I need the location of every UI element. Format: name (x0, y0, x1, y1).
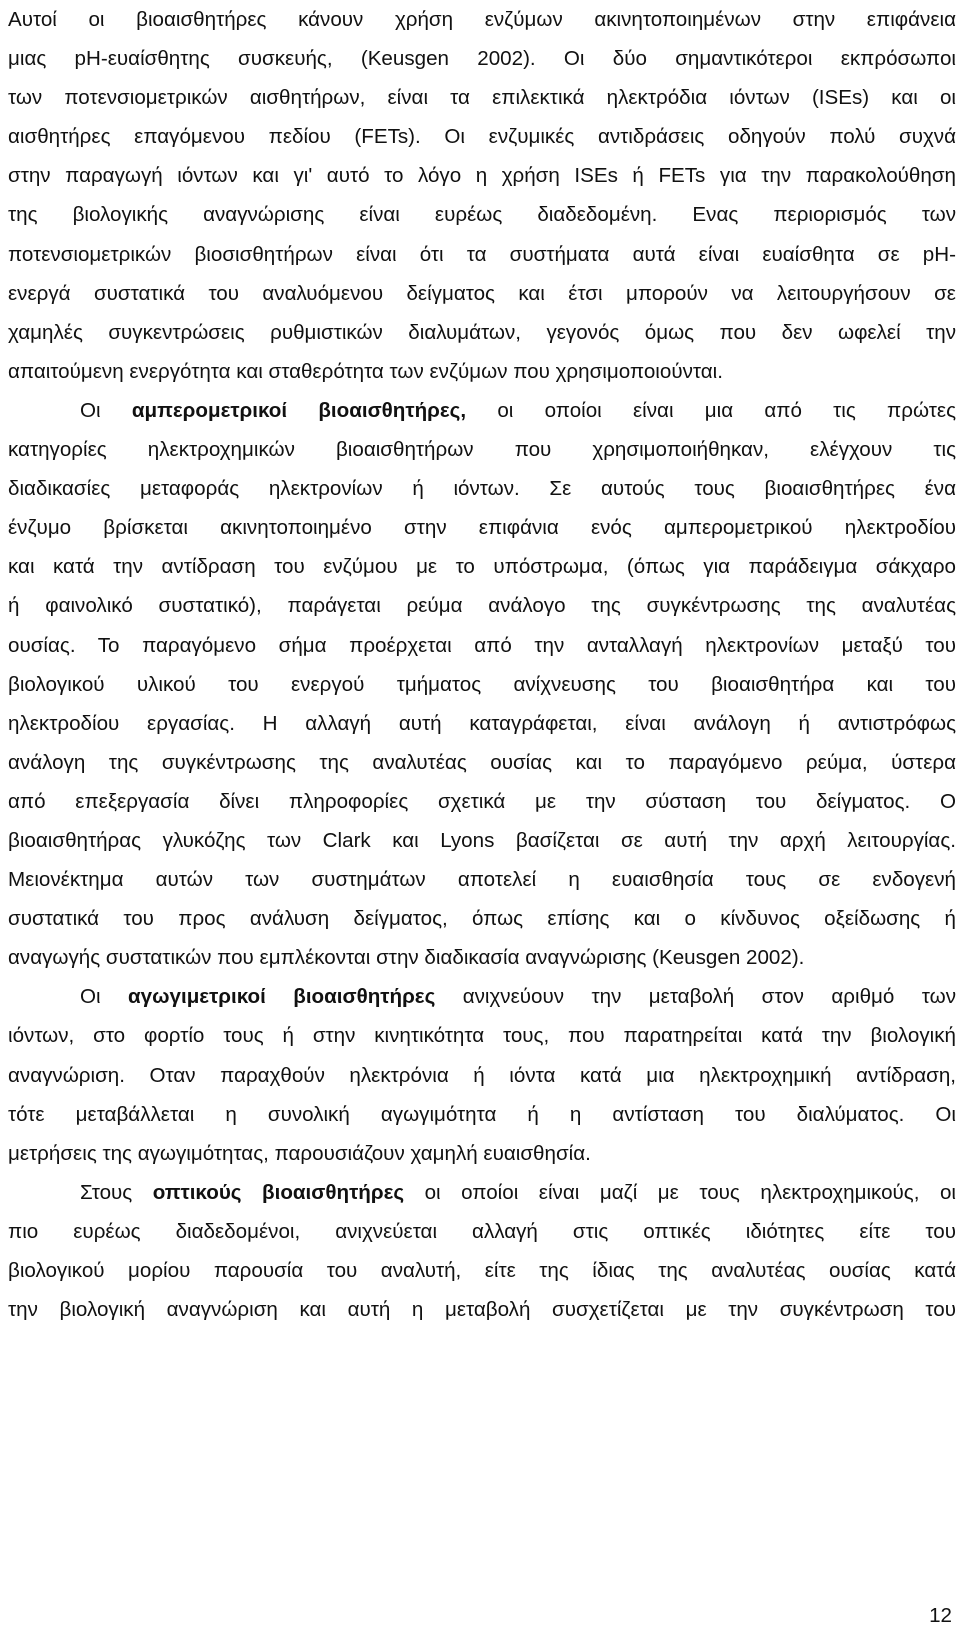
text-run: Αυτοί οι βιοαισθητήρες κάνουν χρήση ενζύμων ακινητοποιημένων στην επιφάνεια (8, 8, 956, 31)
bold-term: αμπερομετρικοί βιοαισθητήρες, (131, 398, 467, 422)
text-run: αναγνώριση. Οταν παραχθούν ηλεκτρόνια ή ιόντα κατά μια ηλεκτροχημική αντίδραση, (8, 1063, 956, 1087)
text-line (8, 1251, 956, 1290)
text-run: της βιολογικής αναγνώρισης είναι ευρέως διαδεδομένη. Ενας περιορισμός των (8, 203, 956, 227)
text-run: ή φαινολικό συστατικό), παράγεται ρεύμα ανάλογο της συγκέντρωσης της αναλυτέας (8, 594, 956, 618)
text-run: απαιτούμενη ενεργότητα και σταθερότητα των ενζύμων που χρησιμοποιούνται. (8, 359, 723, 383)
text-run: από επεξεργασία δίνει πληροφορίες σχετικά με την σύσταση του δείγματος. Ο (8, 789, 956, 813)
text-line (8, 782, 956, 821)
text-line (8, 1173, 956, 1212)
text-run: βιολογικού μορίου παρουσία του αναλυτή, είτε της ίδιας της αναλυτέας ουσίας κατά (8, 1259, 956, 1282)
text-run: αισθητήρες επαγόμενου πεδίου (FETs). Οι ενζυμικές αντιδράσεις οδηγούν πολύ συχνά (8, 125, 956, 149)
text-run: ουσίας. Το παραγόμενο σήμα προέρχεται από την ανταλλαγή ηλεκτρονίων μεταξύ του (8, 633, 956, 657)
text-run: την βιολογική αναγνώριση και αυτή η μεταβολή συσχετίζεται με την συγκέντρωση του (8, 1298, 956, 1322)
text-run: χαμηλές συγκεντρώσεις ρυθμιστικών διαλυμάτων, γεγονός όμως που δεν ωφελεί την (8, 320, 956, 344)
bold-term: οπτικούς βιοαισθητήρες (152, 1180, 405, 1204)
text-line (8, 195, 956, 234)
text-run: Μειονέκτημα αυτών των συστημάτων αποτελεί η ευαισθησία τους σε ενδογενή (8, 868, 956, 892)
text-run: ιόντων, στο φορτίο τους ή στην κινητικότητα τους, που παρατηρείται κατά την βιολογική (8, 1024, 956, 1048)
text-line (8, 938, 956, 977)
text-run: μετρήσεις της αγωγιμότητας, παρουσιάζουν χαμηλή ευαισθησία. (8, 1141, 591, 1165)
text-line (8, 156, 956, 195)
text-run: τότε μεταβάλλεται η συνολική αγωγιμότητα ή η αντίσταση του διαλύματος. Οι (8, 1102, 956, 1126)
text-run: ενεργά συστατικά του αναλυόμενου δείγματος και έτσι μπορούν να λειτουργήσουν σε (8, 281, 956, 305)
text-line (8, 1016, 956, 1055)
text-run: διαδικασίες μεταφοράς ηλεκτρονίων ή ιόντων. Σε αυτούς τους βιοαισθητήρες ένα (8, 477, 956, 501)
text-run: συστατικά του προς ανάλυση δείγματος, όπως επίσης και ο κίνδυνος οξείδωσης ή (8, 907, 956, 931)
text-run: βιολογικού υλικού του ενεργού τμήματος ανίχνευσης του βιοαισθητήρα και του (8, 672, 956, 696)
text-run: ένζυμο βρίσκεται ακινητοποιημένο στην επιφάνια ενός αμπερομετρικού ηλεκτροδίου (8, 516, 956, 540)
text-line (8, 665, 956, 704)
text-run: και κατά την αντίδραση του ενζύμου με το υπόστρωμα, (όπως για παράδειγμα σάκχαρο (8, 555, 956, 579)
text-run: αναγωγής συστατικών που εμπλέκονται στην διαδικασία αναγνώρισης (Keusgen 2002). (8, 946, 805, 970)
text-line (8, 1212, 956, 1251)
text-line (8, 626, 956, 665)
text-line (8, 821, 956, 860)
text-run: Οι (80, 985, 129, 1009)
text-line (8, 899, 956, 938)
text-run: ηλεκτροδίου εργασίας. Η αλλαγή αυτή καταγράφεται, είναι ανάλογη ή αντιστρόφως (8, 711, 956, 735)
text-line (8, 274, 956, 313)
text-line (8, 743, 956, 782)
text-run: των ποτενσιομετρικών αισθητήρων, είναι τα επιλεκτικά ηλεκτρόδια ιόντων (ISEs) και οι (8, 86, 956, 110)
text-line (8, 1095, 956, 1134)
text-line (8, 547, 956, 586)
text-line (8, 313, 956, 352)
bold-term: αγωγιμετρικοί βιοαισθητήρες (128, 985, 436, 1009)
text-run: πιο ευρέως διαδεδομένοι, ανιχνεύεται αλλαγή στις οπτικές ιδιότητες είτε του (8, 1219, 956, 1243)
text-line (8, 235, 956, 274)
text-line (8, 430, 956, 469)
page-body (8, 0, 956, 1329)
text-line (8, 1134, 956, 1173)
text-run: βιοαισθητήρας γλυκόζης των Clark και Lyons βασίζεται σε αυτή την αρχή λειτουργίας. (8, 828, 956, 852)
text-run: οι οποίοι είναι μια από τις πρώτες (466, 398, 956, 422)
text-line (8, 469, 956, 508)
text-run: ποτενσιομετρικών βιοσισθητήρων είναι ότι τα συστήματα αυτά είναι ευαίσθητα σε pH- (8, 242, 956, 266)
text-line (8, 977, 956, 1016)
text-line (8, 391, 956, 430)
text-line (8, 1056, 956, 1095)
text-run: στην παραγωγή ιόντων και γι' αυτό το λόγο η χρήση ISEs ή FETs για την παρακολούθηση (8, 164, 956, 188)
paragraph-amperometric (8, 391, 956, 977)
text-run: μιας pH-ευαίσθητης συσκευής, (Keusgen 2002). Οι δύο σημαντικότεροι εκπρόσωποι (8, 47, 956, 71)
text-run: οι οποίοι είναι μαζί με τους ηλεκτροχημικούς, οι (404, 1180, 956, 1204)
text-run: ανάλογη της συγκέντρωσης της αναλυτέας ουσίας και το παραγόμενο ρεύμα, ύστερα (8, 750, 956, 774)
text-line (8, 39, 956, 78)
text-line (8, 78, 956, 117)
paragraph-potentiometric (8, 0, 956, 391)
text-line (8, 704, 956, 743)
text-line (8, 860, 956, 899)
text-run: κατηγορίες ηλεκτροχημικών βιοαισθητήρων που χρησιμοποιήθηκαν, ελέγχουν τις (8, 438, 956, 462)
text-line (8, 352, 956, 391)
text-run: Οι (80, 398, 132, 422)
text-line (8, 0, 956, 39)
text-run: ανιχνεύουν την μεταβολή στον αριθμό των (435, 985, 956, 1009)
paragraph-conductometric (8, 977, 956, 1172)
text-line (8, 508, 956, 547)
page-number: 12 (929, 1604, 952, 1627)
text-line (8, 586, 956, 625)
text-run: Στους (80, 1180, 153, 1204)
text-line (8, 117, 956, 156)
paragraph-optical (8, 1173, 956, 1329)
text-line (8, 1290, 956, 1329)
